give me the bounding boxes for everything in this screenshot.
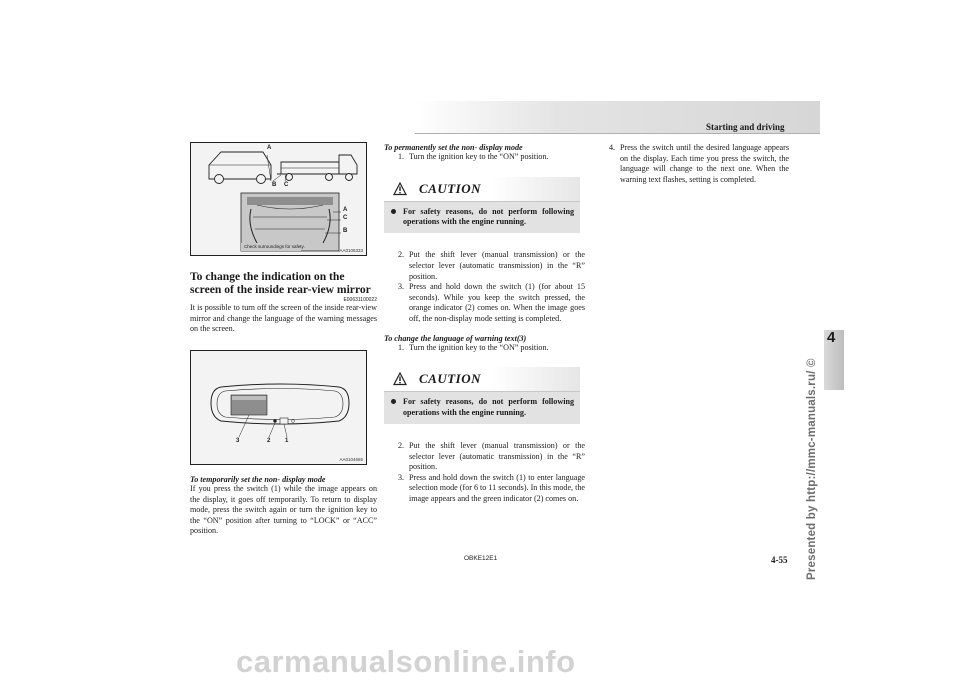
figure-rear-view-mirror xyxy=(190,350,367,465)
caution-title: CAUTION xyxy=(419,180,482,196)
warning-triangle-icon xyxy=(393,372,407,386)
bullet-icon xyxy=(391,209,396,214)
screen-warning-text: Check surroundings for safety. xyxy=(244,244,305,249)
permanent-steps xyxy=(398,250,585,324)
list-item xyxy=(398,282,585,324)
caution-body xyxy=(384,392,580,424)
caution-text: For safety reasons, do not perform following operations with the engine running. xyxy=(403,206,574,226)
step-text: Press and hold down the switch (1) to enter language selection mode (for 6 to 11 seconds). In this mode, the image appears and the green indicator (2) comes on. xyxy=(409,472,585,503)
permanent-mode-title: To permanently set the non- display mode xyxy=(384,143,523,152)
language-title: To change the language of warning text(3) xyxy=(384,333,527,343)
intro-paragraph: It is possible to turn off the screen of the inside rear-view mirror and change the language of the warning messages on the screen. xyxy=(190,303,377,334)
section-title: Starting and driving xyxy=(706,122,785,132)
section-heading: To change the indication on the screen of the inside rear-view mirror xyxy=(190,270,371,296)
footer-watermark: carmanualsonline.info xyxy=(236,644,576,679)
list-item xyxy=(398,441,585,473)
figure-id: AA0104665 xyxy=(339,457,363,462)
step-number: 1. xyxy=(398,342,405,352)
document-code: OBKE12E1 xyxy=(464,555,498,562)
figure-rear-camera-view xyxy=(190,142,367,256)
label-b-bottom: B xyxy=(272,182,277,188)
step-text: Press and hold down the switch (1) (for about 15 seconds). While you keep the switch pressed, the orange indicator (2) comes on. When the image goes off, the non-display mode setting is completed. xyxy=(409,282,585,323)
rear-camera-diagram xyxy=(191,143,366,255)
header-rule xyxy=(415,133,820,134)
label-a-top: A xyxy=(267,145,272,151)
list-item xyxy=(398,152,585,163)
temporary-mode-body: If you press the switch (1) while the image appears on the display, it goes off temporarily. To return to display mode, press the switch again or turn the ignition key to the “ON” position after turning to “LOCK” or “ACC” position. xyxy=(190,484,377,536)
caution-box xyxy=(384,177,580,234)
label-b-right: B xyxy=(343,228,348,234)
caution-text: For safety reasons, do not perform following operations with the engine running. xyxy=(403,397,574,417)
language-steps xyxy=(398,441,585,505)
caution-body xyxy=(384,202,580,234)
step-text: Put the shift lever (manual transmission) or the selector lever (automatic transmission) in the “R” position. xyxy=(409,250,585,281)
right-column xyxy=(609,143,789,185)
step-text: Turn the ignition key to the “ON” position. xyxy=(409,342,549,352)
label-c-bottom: C xyxy=(284,182,289,188)
step-number: 3. xyxy=(398,282,405,292)
list-item xyxy=(609,143,789,185)
bullet-icon xyxy=(391,399,396,404)
callout-2: 2 xyxy=(267,438,271,444)
caution-box xyxy=(384,367,580,424)
list-item xyxy=(398,473,585,505)
list-item xyxy=(398,343,585,354)
caution-header xyxy=(384,367,580,392)
figure-id: AA0106333 xyxy=(339,248,363,253)
label-c-right: C xyxy=(343,215,348,221)
temporary-mode-title: To temporarily set the non- display mode xyxy=(190,475,326,484)
page-number: 4-55 xyxy=(771,555,788,565)
step-number: 4. xyxy=(609,143,616,152)
chapter-number: 4 xyxy=(827,329,836,346)
vertical-watermark-text: Presented by http://mmc-manuals.ru/ © xyxy=(806,358,818,580)
warning-triangle-icon xyxy=(393,182,407,196)
mirror-diagram xyxy=(191,351,366,464)
middle-column xyxy=(384,143,585,505)
vertical-watermark xyxy=(806,340,822,580)
caution-title: CAUTION xyxy=(419,371,482,387)
list-item xyxy=(398,250,585,282)
step-text: Put the shift lever (manual transmission) or the selector lever (automatic transmission) in the “R” position. xyxy=(409,440,585,472)
step-number: 2. xyxy=(398,440,405,450)
step-number: 3. xyxy=(398,472,405,482)
caution-header xyxy=(384,177,580,202)
label-a-right: A xyxy=(343,207,348,213)
callout-3: 3 xyxy=(236,438,240,444)
reference-code: E00631100022 xyxy=(343,297,377,303)
step-text: Press the switch until the desired language appears on the display. Each time you press the switch, the language will change to the next one. When the warning text flashes, setting is completed. xyxy=(620,143,789,184)
callout-1: 1 xyxy=(285,438,289,444)
left-column xyxy=(190,270,377,335)
step-text: Turn the ignition key to the “ON” position. xyxy=(409,152,549,161)
step-number: 1. xyxy=(398,152,405,161)
left-column-temporary xyxy=(190,475,377,537)
step-number: 2. xyxy=(398,250,405,260)
